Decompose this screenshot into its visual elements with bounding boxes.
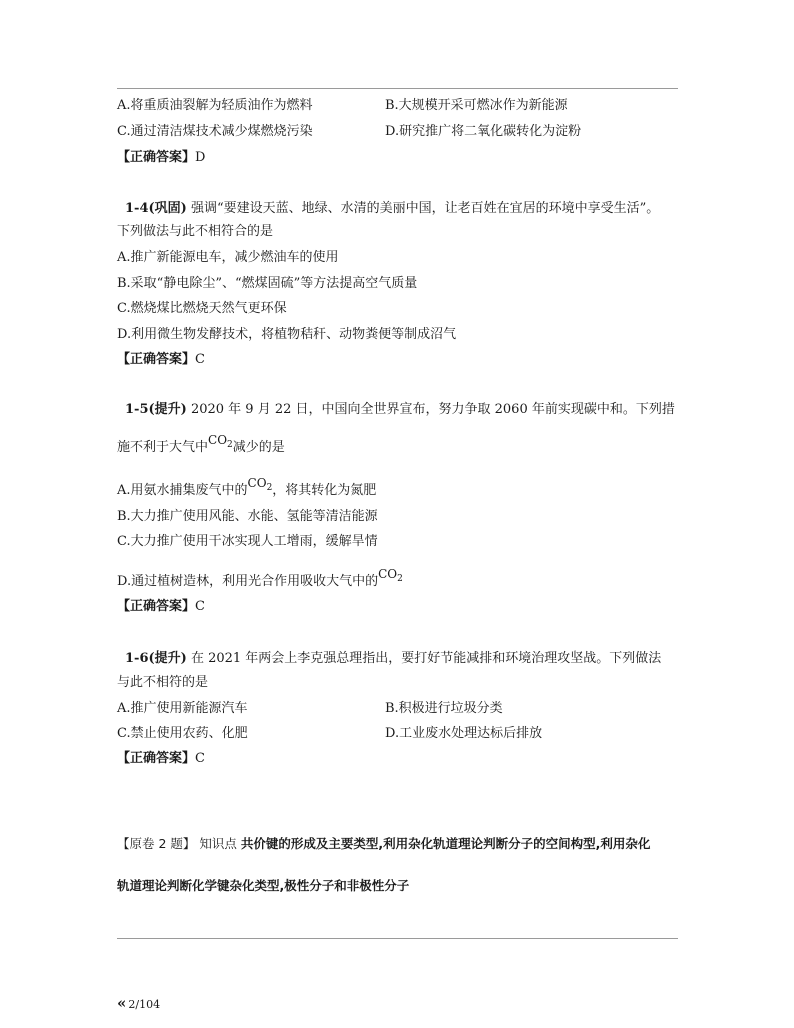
option-b: B.大规模开采可燃冰作为新能源 [385, 98, 568, 113]
question-tag: (提升) [148, 402, 187, 417]
option-c: C.大力推广使用干冰实现人工增雨，缓解旱情 [117, 534, 378, 549]
question-1-5-stem-line2 [117, 433, 285, 461]
question-1-4-stem-line2: 下列做法与此不相符合的是 [117, 224, 274, 239]
knowledge-point-line2 [117, 876, 409, 894]
page-footer [117, 994, 160, 1012]
option-b: B.大力推广使用风能、水能、氢能等清洁能源 [117, 509, 378, 524]
knowledge-points-cont: 轨道理论判断化学键杂化类型,极性分子和非极性分子 [117, 878, 410, 893]
section-prefix: 【原卷 2 题】 知识点 [117, 836, 241, 851]
question-tag: (巩固) [148, 201, 187, 216]
stem-text: 施不利于大气中 [117, 440, 209, 455]
co2-formula: $CO_2$ [247, 476, 273, 493]
question-1-5-stem [117, 401, 675, 419]
knowledge-point-line1 [117, 834, 650, 852]
co2-formula: $CO_2$ [378, 567, 403, 584]
question-number: 1-5 [125, 402, 149, 417]
option-d: D.利用微生物发酵技术，将植物秸秆、动物粪便等制成沼气 [117, 327, 457, 342]
question-number: 1-6 [125, 651, 149, 666]
option-b: B.积极进行垃圾分类 [385, 701, 503, 716]
answer-line [117, 750, 205, 768]
option-d: D.研究推广将二氧化碳转化为淀粉 [385, 124, 582, 139]
answer-value: C [195, 352, 205, 367]
answer-label: 【正确答案】 [117, 150, 196, 165]
option-a: A.推广使用新能源汽车 [117, 701, 248, 716]
answer-value: D [195, 150, 206, 165]
question-number: 1-4 [125, 201, 149, 216]
answer-label: 【正确答案】 [117, 751, 196, 766]
answer-value: C [195, 751, 205, 766]
option-c: C.通过清洁煤技术减少煤燃烧污染 [117, 124, 313, 139]
question-1-6-stem [117, 650, 661, 668]
answer-line [117, 351, 205, 369]
question-tag: (提升) [148, 651, 187, 666]
question-1-4-stem [117, 200, 659, 218]
option-d: D.工业废水处理达标后排放 [385, 726, 543, 741]
option-c: C.燃烧煤比燃烧天然气更环保 [117, 301, 287, 316]
option-b: B.采取“静电除尘”、“燃煤固硫”等方法提高空气质量 [117, 276, 418, 291]
answer-value: C [195, 599, 205, 614]
stem-text: 减少的是 [232, 440, 285, 455]
answer-line [117, 149, 205, 167]
answer-line [117, 598, 205, 616]
option-a: A.将重质油裂解为轻质油作为燃料 [117, 98, 313, 113]
question-1-6-stem-line2: 与此不相符的是 [117, 675, 209, 690]
option-d: D.通过植树造林，利用光合作用吸收大气中的$CO_2$ [117, 567, 403, 589]
co2-formula: $CO_2$ [208, 433, 233, 450]
option-a: A.用氨水捕集废气中的$CO_2$，将其转化为氮肥 [117, 476, 377, 498]
answer-label: 【正确答案】 [117, 352, 196, 367]
top-rule [117, 88, 678, 89]
question-stem: 2020 年 9 月 22 日，中国向全世界宣布，努力争取 2060 年前实现碳中和。下列措 [190, 402, 675, 417]
double-chevron-left-icon: « [117, 994, 127, 1012]
bottom-rule [117, 938, 678, 939]
answer-label: 【正确答案】 [117, 599, 196, 614]
option-c: C.禁止使用农药、化肥 [117, 726, 248, 741]
page-number: 2/104 [128, 998, 161, 1011]
knowledge-points: 共价键的形成及主要类型,利用杂化轨道理论判断分子的空间构型,利用杂化 [240, 836, 651, 851]
question-stem: 在 2021 年两会上李克强总理指出，要打好节能减排和环境治理攻坚战。下列做法 [190, 651, 662, 666]
question-stem: 强调“要建设天蓝、地绿、水清的美丽中国，让老百姓在宜居的环境中享受生活”。 [190, 201, 660, 216]
option-a: A.推广新能源电车，减少燃油车的使用 [117, 250, 339, 265]
